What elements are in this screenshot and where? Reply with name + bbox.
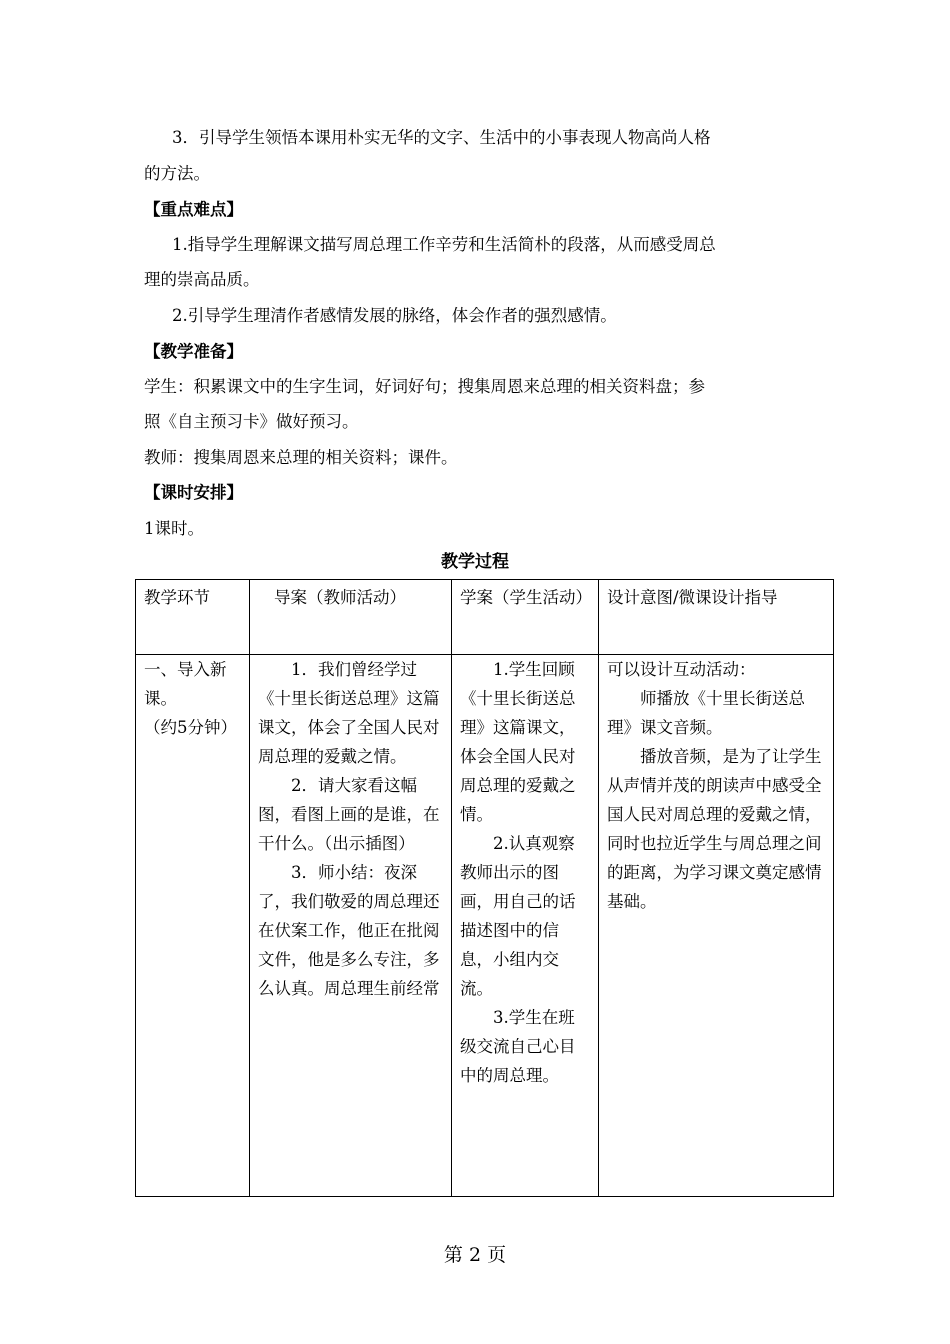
header-stage: 教学环节: [144, 588, 210, 607]
table-row: [136, 655, 834, 1197]
stage-duration: （约5分钟）: [144, 718, 237, 737]
teacher-step-1: 1．我们曾经学过《十里长街送总理》这篇课文，体会了全国人民对周总理的爱戴之情。: [258, 660, 440, 766]
heading-preparation: 【教学准备】: [144, 342, 243, 361]
heading-key-points: 【重点难点】: [144, 200, 243, 219]
header-cell: [136, 580, 250, 655]
teacher-cell: [250, 655, 452, 1197]
student-step-3: 3.学生在班级交流自己心目中的周总理。: [460, 1008, 576, 1085]
page-number: 第 2 页: [443, 1244, 507, 1266]
key-point-1-line2: 理的崇高品质。: [144, 270, 260, 289]
header-cell: [599, 580, 834, 655]
header-teacher: 导案（教师活动）: [274, 588, 406, 607]
stage-title: 一、导入新课。: [144, 660, 227, 708]
stage-cell: [136, 655, 250, 1197]
design-line-1: 可以设计互动活动：: [607, 660, 756, 679]
header-student: 学案（学生活动）: [460, 588, 592, 607]
prep-student-line2: 照《自主预习卡》做好预习。: [144, 412, 359, 431]
key-point-2: 2.引导学生理清作者感情发展的脉络，体会作者的强烈感情。: [172, 306, 617, 325]
design-cell: [599, 655, 834, 1197]
student-step-1: 1.学生回顾《十里长街送总理》这篇课文，体会全国人民对周总理的爱戴之情。: [460, 660, 576, 824]
student-cell: [452, 655, 599, 1197]
header-cell: [452, 580, 599, 655]
prep-student-line1: 学生：积累课文中的生字生词，好词好句；搜集周恩来总理的相关资料盘；参: [144, 377, 705, 396]
key-point-1-line1: 1.指导学生理解课文描写周总理工作辛劳和生活简朴的段落，从而感受周总: [172, 235, 716, 254]
table-header-row: [136, 580, 834, 655]
schedule-text: 1课时。: [144, 519, 204, 538]
lesson-process-table: [135, 579, 834, 1197]
header-cell: [250, 580, 452, 655]
prep-teacher: 教师：搜集周恩来总理的相关资料；课件。: [144, 448, 458, 467]
design-line-2: 师播放《十里长街送总理》课文音频。: [607, 689, 805, 737]
header-design: 设计意图/微课设计指导: [607, 588, 778, 607]
teacher-step-3: 3．师小结：夜深了，我们敬爱的周总理还在伏案工作，他正在批阅文件，他是多么专注，多么认真。周总理生前经常: [258, 863, 440, 998]
student-step-2: 2.认真观察教师出示的图画，用自己的话描述图中的信息，小组内交流。: [460, 834, 576, 998]
teacher-step-2: 2．请大家看这幅图，看图上画的是谁，在干什么。（出示插图）: [258, 776, 440, 853]
objective-3-line1: 3．引导学生领悟本课用朴实无华的文字、生活中的小事表现人物高尚人格: [172, 128, 711, 147]
table-title: 教学过程: [441, 552, 509, 572]
heading-schedule: 【课时安排】: [144, 483, 243, 502]
objective-3-line2: 的方法。: [144, 164, 210, 183]
design-line-3: 播放音频，是为了让学生从声情并茂的朗读声中感受全国人民对周总理的爱戴之情，同时也拉近学生与周总理之间的距离，为学习课文奠定感情基础。: [607, 747, 822, 911]
